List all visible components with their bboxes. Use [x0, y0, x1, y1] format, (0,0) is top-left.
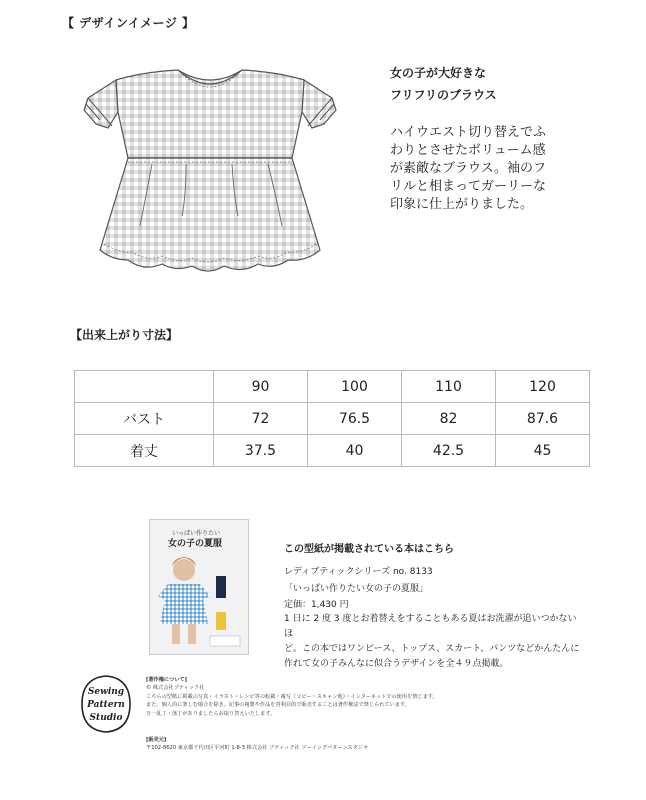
- design-description: [390, 124, 568, 214]
- tagline-line-2: フリフリのブラウス: [390, 88, 497, 102]
- size-table: [74, 370, 590, 467]
- logo-text-3: Studio: [89, 713, 123, 723]
- seller-heading: [販売元]: [146, 737, 167, 743]
- copyright-line: 万一乱丁・落丁がありましたらお取り替えいたします。: [146, 710, 276, 717]
- table-row: [75, 435, 590, 467]
- book-description-line: ど。この本ではワンピース、トップス、スカート、パンツなどかんたんに: [284, 644, 580, 654]
- table-header-cell: 100: [308, 371, 402, 403]
- table-cell: 42.5: [402, 435, 496, 467]
- logo-text-1: Sewing: [87, 687, 125, 697]
- table-header-cell: 120: [496, 371, 590, 403]
- description-line: 印象に仕上がりました。: [390, 197, 534, 212]
- copyright-heading: [著作権について]: [146, 677, 187, 683]
- cover-photo: [150, 520, 248, 654]
- copyright-line: また、個人的に楽しむ場合を除き、記事の複製や作品を営利目的で販売することは著作権法で禁じられています。: [146, 702, 410, 709]
- table-row: [75, 403, 590, 435]
- copyright-notice: [146, 676, 506, 718]
- table-header-cell: 110: [402, 371, 496, 403]
- design-image-heading: 【 デザインイメージ 】: [62, 16, 195, 30]
- description-line: わりとさせたボリューム感: [390, 143, 546, 158]
- table-cell: 82: [402, 403, 496, 435]
- table-cell: 72: [214, 403, 308, 435]
- book-series: レディブティックシリーズ no. 8133: [284, 567, 433, 577]
- cover-title-main: 女の子の夏服: [168, 539, 223, 549]
- blouse-bodice: [116, 70, 304, 158]
- book-description-line: 1 日に 2 度 3 度とお着替えをすることもある夏はお洗濯が追いつかないほ: [284, 614, 577, 639]
- seller-info: [146, 736, 506, 753]
- table-header-cell: 90: [214, 371, 308, 403]
- blouse-illustration: [82, 66, 338, 282]
- table-cell: 76.5: [308, 403, 402, 435]
- sewing-pattern-studio-logo: [78, 674, 134, 734]
- copyright-line: © 株式会社ブティック社: [146, 685, 205, 692]
- blouse-skirt: [100, 158, 320, 271]
- seller-address: 〒102-8620 東京都千代田区平河町 1-8-3 株式会社 ブティック社 ソーイングパターンスタジオ: [146, 745, 369, 752]
- book-description: [284, 612, 584, 672]
- table-cell: 40: [308, 435, 402, 467]
- book-title: 「いっぱい作りたい女の子の夏服」: [284, 584, 429, 594]
- description-line: が素敵なブラウス。袖のフ: [390, 161, 547, 176]
- table-cell: 87.6: [496, 403, 590, 435]
- table-row-label: 着丈: [75, 435, 214, 467]
- book-heading: この型紙が掲載されている本はこちら: [284, 544, 454, 555]
- table-cell: 45: [496, 435, 590, 467]
- table-row-label: バスト: [75, 403, 214, 435]
- cover-title-small: いっぱい作りたい: [172, 530, 221, 537]
- right-sleeve-frill: [302, 80, 336, 128]
- book-description-line: 作れて女の子みんなに似合うデザインを全４９点掲載。: [284, 659, 509, 669]
- tagline-line-1: 女の子が大好きな: [390, 66, 487, 80]
- book-price: 定価：1,430 円: [284, 600, 349, 610]
- table-header-row: [75, 371, 590, 403]
- description-line: ハイウエスト切り替えでふ: [390, 125, 547, 140]
- table-cell: 37.5: [214, 435, 308, 467]
- logo-text-2: Pattern: [87, 700, 125, 710]
- book-cover-image: [150, 520, 248, 654]
- description-line: リルと相まってガーリーな: [390, 179, 547, 194]
- copyright-line: こちらの型紙に掲載の写真・イラスト・レシピ等の転載・複写（コピー・スキャン他）・インターネットでの使用を禁じます。: [146, 693, 438, 700]
- size-heading: 【出来上がり寸法】: [70, 328, 179, 342]
- left-sleeve-frill: [84, 80, 118, 128]
- table-header-cell: [75, 371, 214, 403]
